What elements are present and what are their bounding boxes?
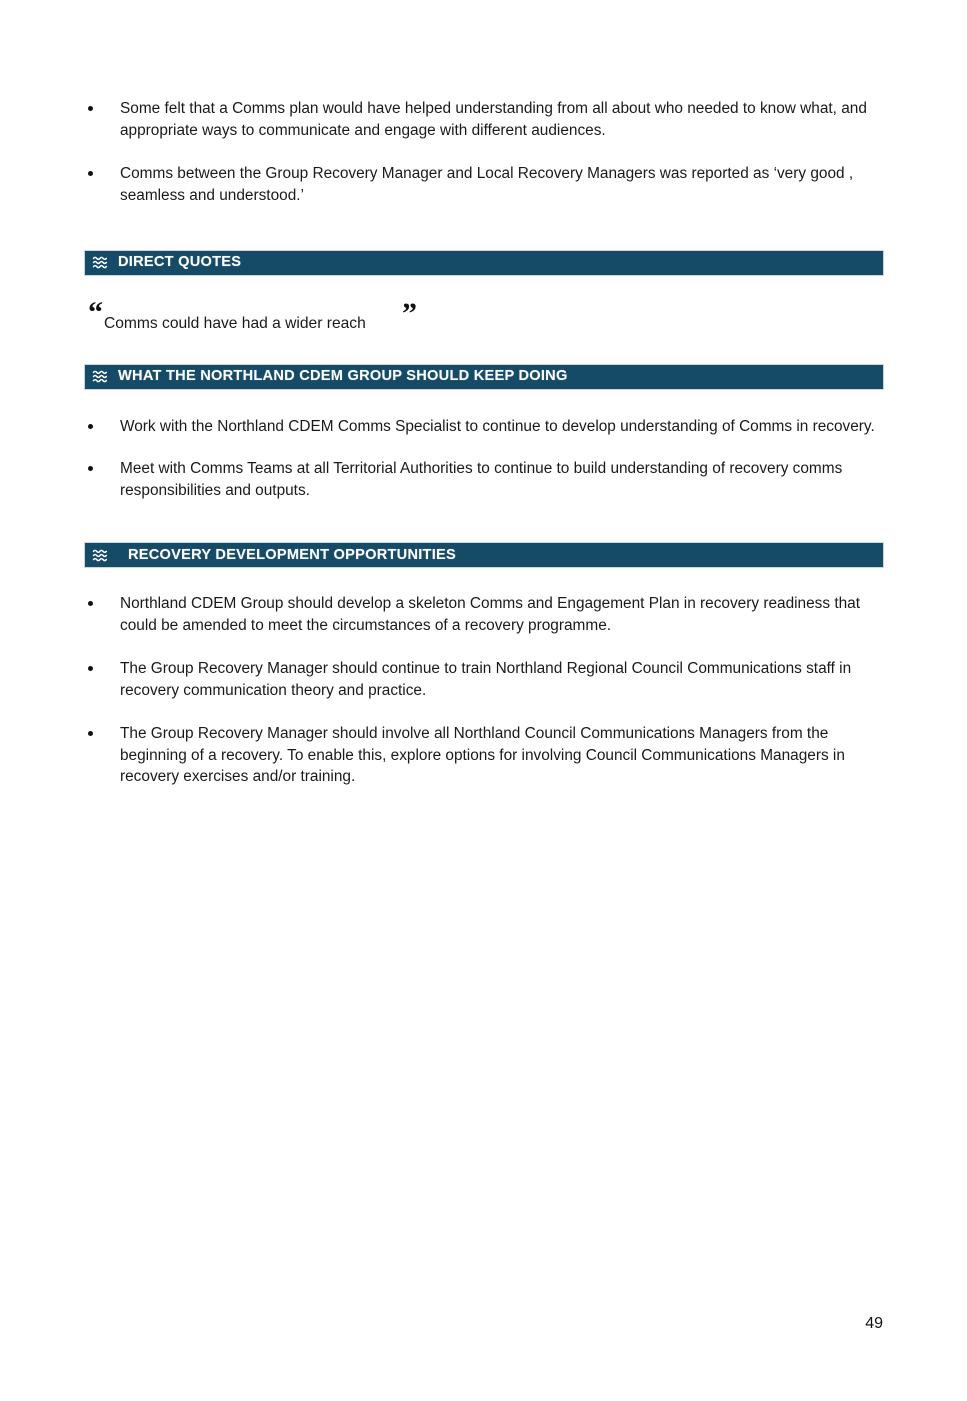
section-header-direct-quotes <box>84 250 884 276</box>
spacer <box>84 276 884 296</box>
spacer <box>84 342 884 364</box>
bullet-dot-icon <box>88 731 93 736</box>
list-item <box>84 658 884 702</box>
bullet-dot-icon <box>88 601 93 606</box>
section-header-keep-doing <box>84 364 884 390</box>
list-item <box>84 593 884 637</box>
list-item-text: The Group Recovery Manager should involve all Northland Council Communications Managers from the beginning of a recovery. To enable this, explore options for involving Council Communications Managers in recovery exercises and/or training. <box>120 724 845 786</box>
list-item-text: Northland CDEM Group should develop a skeleton Comms and Engagement Plan in recovery readiness that could be amended to meet the circumstances of a recovery programme. <box>120 595 861 634</box>
document-content <box>84 98 884 788</box>
list-item <box>84 458 884 502</box>
spacer <box>84 207 884 250</box>
page-number: 49 <box>865 1315 883 1332</box>
section-title: RECOVERY DEVELOPMENT OPPORTUNITIES <box>128 546 456 563</box>
bullet-dot-icon <box>88 171 93 176</box>
keep-doing-bullet-list <box>84 416 884 503</box>
pull-quote <box>84 296 884 342</box>
waves-icon <box>92 368 109 385</box>
quote-text: Comms could have had a wider reach <box>104 314 366 332</box>
development-opportunities-bullet-list <box>84 593 884 788</box>
bullet-dot-icon <box>88 106 93 111</box>
spacer <box>84 568 884 593</box>
section-header-development-opportunities <box>84 542 884 568</box>
section-title: WHAT THE NORTHLAND CDEM GROUP SHOULD KEEP DOING <box>118 368 568 385</box>
quote-open-mark: “ <box>88 295 103 329</box>
list-item-text: Work with the Northland CDEM Comms Specialist to continue to develop understanding of Comms in recovery. <box>120 417 875 435</box>
list-item <box>84 98 884 142</box>
list-item <box>84 723 884 789</box>
list-item-text: Some felt that a Comms plan would have helped understanding from all about who needed to know what, and appropriate ways to communicate and engage with different audiences. <box>120 100 867 139</box>
intro-bullet-list <box>84 98 884 207</box>
spacer <box>84 390 884 416</box>
list-item <box>84 163 884 207</box>
section-title: DIRECT QUOTES <box>118 254 242 271</box>
waves-icon <box>92 547 109 564</box>
waves-icon <box>92 254 109 271</box>
list-item <box>84 416 884 438</box>
list-item-text: The Group Recovery Manager should continue to train Northland Regional Council Communications staff in recovery communication theory and practice. <box>120 659 852 699</box>
bullet-dot-icon <box>88 466 93 471</box>
list-item-text: Meet with Comms Teams at all Territorial Authorities to continue to build understanding of recovery comms responsibilities and outputs. <box>120 460 843 500</box>
list-item-text: Comms between the Group Recovery Manager and Local Recovery Managers was reported as ‘very good , seamless and understood.’ <box>120 164 854 204</box>
quote-close-mark: ” <box>402 296 417 330</box>
spacer <box>84 502 884 542</box>
bullet-dot-icon <box>88 666 93 671</box>
bullet-dot-icon <box>88 424 93 429</box>
